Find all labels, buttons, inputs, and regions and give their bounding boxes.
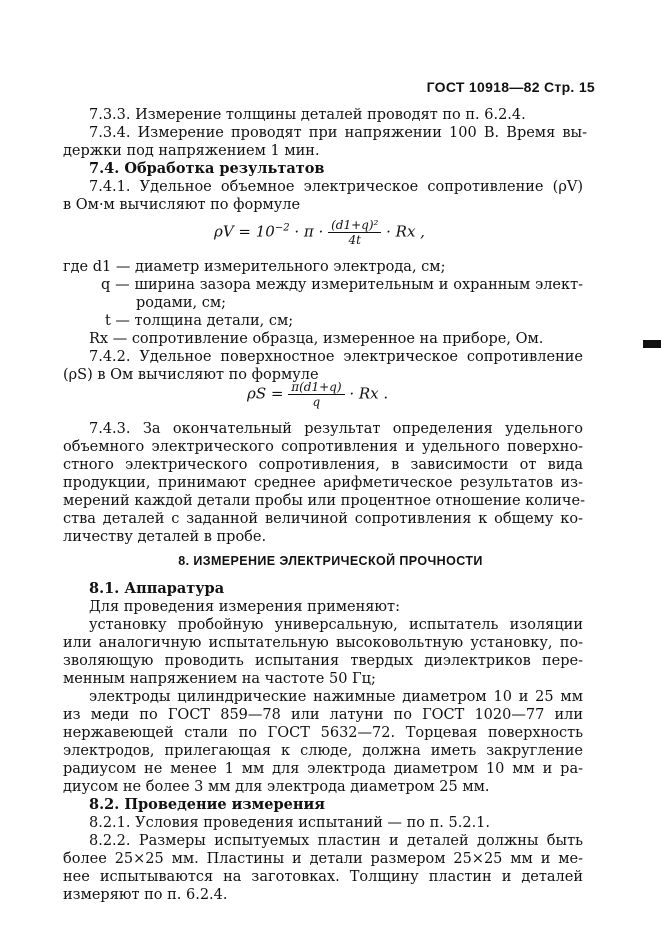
text-line: в Ом·м вычисляют по формуле	[63, 197, 301, 213]
formula-surface-resistivity	[247, 380, 388, 409]
text-line: 7.3.4. Измерение проводят при напряжении 100 В. Время вы-	[89, 125, 587, 141]
text-line: ства деталей с заданной величиной сопротивления к общему ко-	[63, 511, 583, 527]
text-line: где d1 — диаметр измерительного электрода, см;	[63, 259, 446, 275]
section-heading: 8.1. Аппаратура	[89, 580, 225, 597]
formula-lhs: ρS =	[247, 384, 284, 403]
fraction-numerator: π(d1+q)	[288, 380, 344, 395]
formula-rhs: · Rx .	[349, 384, 389, 403]
formula-volume-resistivity	[214, 218, 425, 247]
text-line: Для проведения измерения применяют:	[89, 599, 400, 615]
page-header: ГОСТ 10918—82 Стр. 15	[426, 79, 595, 95]
text-line: продукции, принимают среднее арифметическое результатов из-	[63, 475, 583, 491]
text-line: (ρS) в Ом вычисляют по формуле	[63, 367, 319, 383]
text-line: стного электрического сопротивления, в зависимости от вида	[63, 457, 583, 473]
text-line: 8.2.1. Условия проведения испытаний — по п. 5.2.1.	[89, 815, 491, 831]
text-line: измеряют по п. 6.2.4.	[63, 887, 228, 903]
text-line: электроды цилиндрические нажимные диаметром 10 и 25 мм	[89, 689, 583, 705]
section-heading: 8.2. Проведение измерения	[89, 796, 325, 813]
text-line: 7.3.3. Измерение толщины деталей проводят по п. 6.2.4.	[89, 107, 526, 123]
text-line: Rx — сопротивление образца, измеренное на приборе, Ом.	[89, 331, 544, 347]
formula-rhs: · Rx ,	[386, 222, 425, 241]
text-line: 7.4.3. За окончательный результат определения удельного	[89, 421, 583, 437]
text-line: диусом не более 3 мм для электрода диаметром 25 мм.	[63, 779, 490, 795]
text-line: личеству деталей в пробе.	[63, 529, 267, 545]
formula-mid: · π ·	[294, 222, 324, 241]
section-8-title: 8. ИЗМЕРЕНИЕ ЭЛЕКТРИЧЕСКОЙ ПРОЧНОСТИ	[178, 554, 483, 568]
formula-exponent: −2	[274, 222, 290, 234]
text-line: зволяющую проводить испытания твердых диэлектриков пере-	[63, 653, 583, 669]
formula-fraction	[328, 218, 381, 247]
text-line: более 25×25 мм. Пластины и детали размером 25×25 мм и ме-	[63, 851, 583, 867]
text-line: t — толщина детали, см;	[105, 313, 294, 329]
text-line: из меди по ГОСТ 859—78 или латуни по ГОСТ 1020—77 или	[63, 707, 583, 723]
formula-lhs: ρV = 10	[214, 222, 275, 241]
margin-mark	[643, 340, 661, 348]
section-heading: 7.4. Обработка результатов	[89, 160, 325, 177]
text-line: 7.4.2. Удельное поверхностное электрическое сопротивление	[89, 349, 583, 365]
text-line: нее испытываются на заготовках. Толщину пластин и деталей	[63, 869, 583, 885]
formula-fraction	[288, 380, 344, 409]
fraction-denominator: 4t	[348, 233, 361, 247]
text-line: объемного электрического сопротивления и удельного поверхно-	[63, 439, 583, 455]
fraction-denominator: q	[312, 395, 321, 409]
text-line: или аналогичную испытательную высоковольтную установку, по-	[63, 635, 583, 651]
text-line: радиусом не менее 1 мм для электрода диаметром 10 мм и ра-	[63, 761, 583, 777]
text-line: q — ширина зазора между измерительным и охранным элект-	[101, 277, 583, 293]
text-line: 8.2.2. Размеры испытуемых пластин и деталей должны быть	[89, 833, 583, 849]
text-line: менным напряжением на частоте 50 Гц;	[63, 671, 376, 687]
text-line: нержавеющей стали по ГОСТ 5632—72. Торцевая поверхность	[63, 725, 583, 741]
text-line: 7.4.1. Удельное объемное электрическое сопротивление (ρV)	[89, 179, 583, 195]
text-line: электродов, прилегающая к слюде, должна иметь закругление	[63, 743, 583, 759]
text-line: установку пробойную универсальную, испытатель изоляции	[89, 617, 583, 633]
text-line: родами, см;	[136, 295, 227, 311]
text-line: мерений каждой детали пробы или процентное отношение количе-	[63, 493, 585, 509]
fraction-numerator: (d1+q)²	[328, 218, 381, 233]
text-line: держки под напряжением 1 мин.	[63, 143, 320, 159]
